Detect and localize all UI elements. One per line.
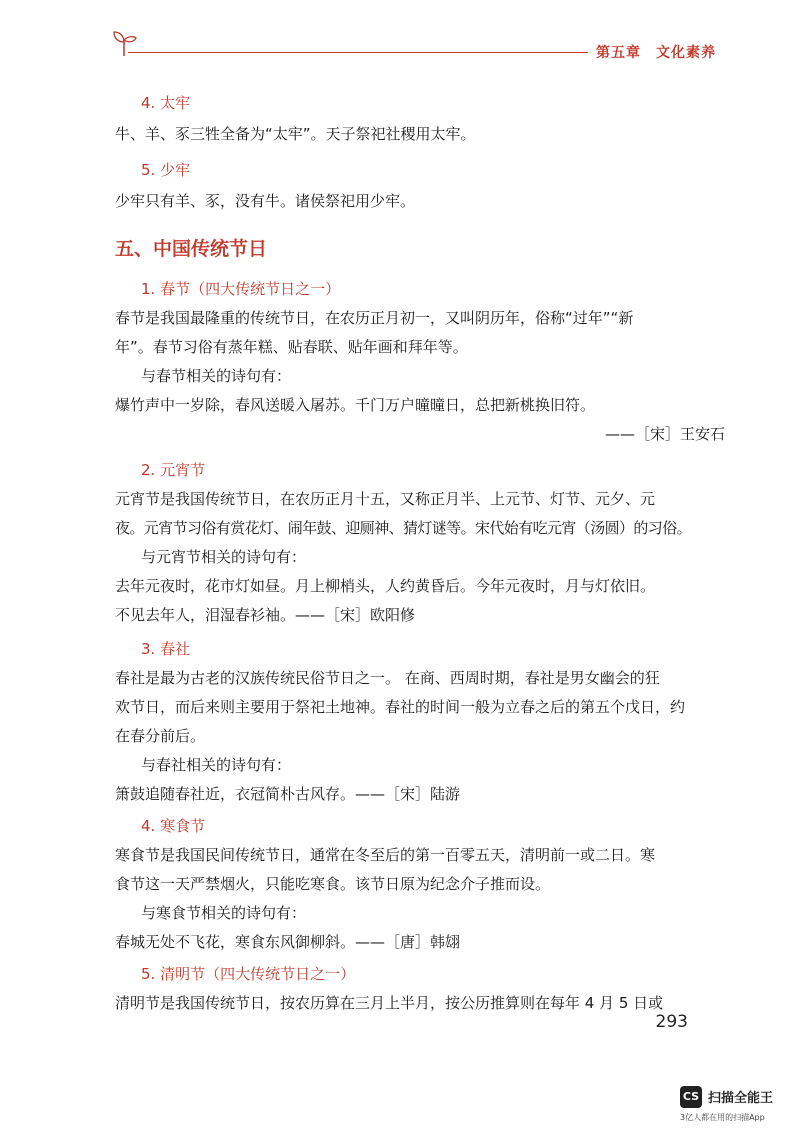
poem-intro-yuanxiao: 与元宵节相关的诗句有：: [141, 548, 307, 566]
paragraph-qingming-1: 清明节是我国传统节日，按农历算在三月上半月，按公历推算则在每年 4 月 5 日或: [115, 994, 664, 1012]
poem-intro-chunshe: 与春社相关的诗句有：: [141, 756, 292, 774]
paragraph-chunshe-1: 春社是最为古老的汉族传统民俗节日之一。 在商、西周时期，春社是男女幽会的狂: [115, 669, 660, 687]
paragraph-chunjie-2: 年”。春节习俗有蒸年糕、贴春联、贴年画和拜年等。: [115, 338, 468, 356]
sprout-icon: [108, 26, 140, 58]
watermark-subtitle: 3亿人都在用的扫描App: [680, 1113, 765, 1122]
subheading-yuanxiao: 2. 元宵节: [141, 461, 206, 479]
paragraph-chunshe-3: 在春分前后。: [115, 727, 206, 745]
page-number: 293: [655, 1012, 688, 1032]
poem-intro-chunjie: 与春节相关的诗句有：: [141, 367, 292, 385]
paragraph-chunshe-2: 欢节日，而后来则主要用于祭祀土地神。春社的时间一般为立春之后的第五个戊日，约: [115, 698, 686, 716]
attribution-chunjie: ——［宋］王安石: [604, 425, 725, 443]
paragraph-yuanxiao-2: 夜。元宵节习俗有赏花灯、闹年鼓、迎厕神、猜灯谜等。宋代始有吃元宵（汤圆）的习俗。: [115, 519, 692, 537]
paragraph-chunjie-1: 春节是我国最隆重的传统节日，在农历正月初一，又叫阴历年，俗称“过年”“新: [115, 309, 634, 327]
watermark-title: 扫描全能王: [708, 1091, 774, 1106]
poem-chunshe: 箫鼓追随春社近，衣冠简朴古风存。——［宋］陆游: [115, 785, 461, 803]
page-body: [115, 88, 725, 1018]
header-rule: [128, 52, 588, 53]
poem-intro-hanshi: 与寒食节相关的诗句有：: [141, 904, 307, 922]
scanner-watermark: [680, 1086, 790, 1126]
page-header: [0, 0, 800, 70]
subheading-chunshe: 3. 春社: [141, 640, 191, 658]
paragraph-tailao: 牛、羊、豕三牲全备为“太牢”。天子祭祀社稷用太牢。: [115, 125, 476, 143]
poem-yuanxiao-2: 不见去年人，泪湿春衫袖。——［宋］欧阳修: [115, 606, 416, 624]
subheading-hanshi: 4. 寒食节: [141, 817, 206, 835]
subheading-qingming: 5. 清明节（四大传统节日之一）: [141, 965, 356, 983]
paragraph-yuanxiao-1: 元宵节是我国传统节日，在农历正月十五，又称正月半、上元节、灯节、元夕、元: [115, 490, 656, 508]
paragraph-shaolao: 少牢只有羊、豕，没有牛。诸侯祭祀用少牢。: [115, 192, 416, 210]
poem-hanshi: 春城无处不飞花，寒食东风御柳斜。——［唐］韩翃: [115, 933, 461, 951]
subheading-chunjie: 1. 春节（四大传统节日之一）: [141, 280, 341, 298]
subheading-tailao: 4. 太牢: [141, 94, 191, 112]
section-title-festivals: 五、中国传统节日: [115, 238, 268, 260]
subheading-shaolao: 5. 少牢: [141, 161, 191, 179]
camscanner-logo-icon: CS: [680, 1086, 702, 1108]
poem-yuanxiao-1: 去年元夜时，花市灯如昼。月上柳梢头，人约黄昏后。今年元夜时，月与灯依旧。: [115, 577, 656, 595]
paragraph-hanshi-1: 寒食节是我国民间传统节日，通常在冬至后的第一百零五天，清明前一或二日。寒: [115, 846, 656, 864]
poem-chunjie: 爆竹声中一岁除，春风送暖入屠苏。千门万户曈曈日，总把新桃换旧符。: [115, 396, 596, 414]
paragraph-hanshi-2: 食节这一天严禁烟火，只能吃寒食。该节日原为纪念介子推而设。: [115, 875, 551, 893]
chapter-title: 第五章 文化素养: [596, 45, 716, 61]
